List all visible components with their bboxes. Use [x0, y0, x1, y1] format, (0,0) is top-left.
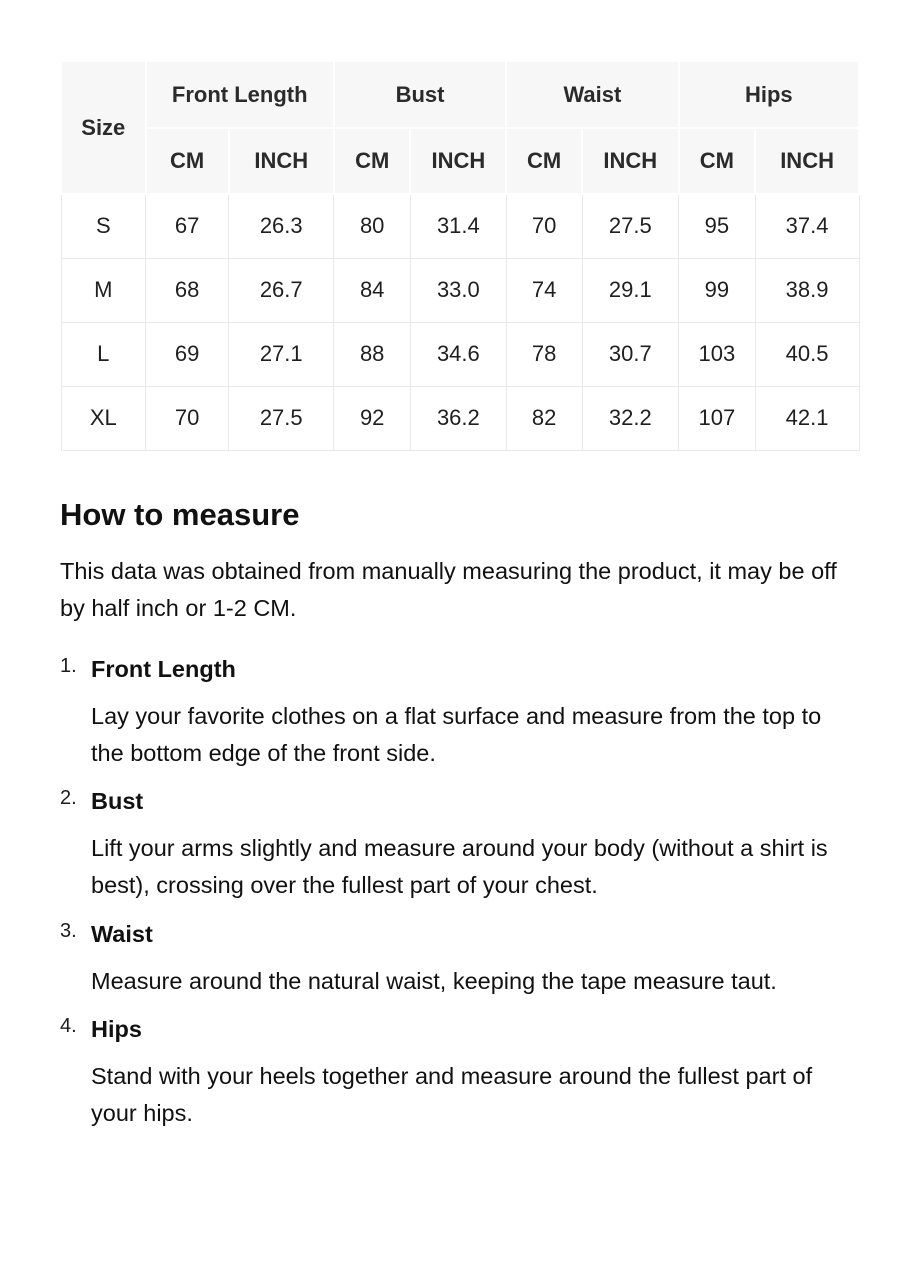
measurement-cell: 37.4 [755, 194, 859, 258]
measurement-cell: 31.4 [410, 194, 506, 258]
waist-group-header: Waist [506, 61, 678, 128]
step-title-bust: Bust [91, 788, 144, 815]
measurement-cell: 67 [146, 194, 229, 258]
measurement-cell: 80 [334, 194, 411, 258]
measurement-cell: 95 [679, 194, 756, 258]
measurement-cell: 27.1 [229, 322, 334, 386]
size-cell: L [61, 322, 146, 386]
hips-group-header: Hips [679, 61, 859, 128]
table-row [61, 194, 859, 258]
measurement-cell: 34.6 [410, 322, 506, 386]
measurement-cell: 26.3 [229, 194, 334, 258]
unit-header-inch: INCH [410, 128, 506, 194]
list-item [60, 1011, 860, 1132]
unit-header-cm: CM [679, 128, 756, 194]
size-column-header: Size [61, 61, 146, 194]
step-number: 1. [60, 654, 77, 677]
table-row [61, 258, 859, 322]
measurement-cell: 88 [334, 322, 411, 386]
measurement-cell: 70 [146, 386, 229, 450]
table-unit-header-row [61, 128, 859, 194]
step-description: Measure around the natural waist, keeping the tape measure taut. [91, 967, 777, 994]
table-row [61, 322, 859, 386]
measurement-cell: 99 [679, 258, 756, 322]
measurement-cell: 27.5 [582, 194, 679, 258]
bust-group-header: Bust [334, 61, 506, 128]
table-group-header-row [61, 61, 859, 128]
how-to-measure-heading: How to measure [60, 496, 300, 532]
measurement-cell: 103 [679, 322, 756, 386]
unit-header-inch: INCH [755, 128, 859, 194]
measurement-cell: 78 [506, 322, 582, 386]
step-title-waist: Waist [91, 920, 153, 947]
step-title-front-length: Front Length [91, 655, 236, 682]
measurement-cell: 82 [506, 386, 582, 450]
measurement-cell: 33.0 [410, 258, 506, 322]
unit-header-cm: CM [334, 128, 411, 194]
step-description: Stand with your heels together and measure around the fullest part of your hips. [91, 1062, 813, 1126]
measurement-cell: 70 [506, 194, 582, 258]
measurement-cell: 30.7 [582, 322, 679, 386]
step-number: 2. [60, 787, 77, 810]
step-number: 4. [60, 1014, 77, 1037]
list-item [60, 783, 860, 904]
step-description: Lift your arms slightly and measure around your body (without a shirt is best), crossing over the fullest part of your chest. [91, 835, 828, 899]
measurement-cell: 29.1 [582, 258, 679, 322]
size-cell: M [61, 258, 146, 322]
measurement-cell: 27.5 [229, 386, 334, 450]
list-item [60, 916, 860, 1000]
unit-header-inch: INCH [582, 128, 679, 194]
measurement-cell: 38.9 [755, 258, 859, 322]
table-row [61, 386, 859, 450]
unit-header-inch: INCH [229, 128, 334, 194]
step-description: Lay your favorite clothes on a flat surface and measure from the top to the bottom edge of the front side. [91, 702, 822, 766]
step-number: 3. [60, 919, 77, 942]
measurement-cell: 68 [146, 258, 229, 322]
measurement-cell: 26.7 [229, 258, 334, 322]
measure-disclaimer-text: This data was obtained from manually measuring the product, it may be off by half inch or 1-2 CM. [60, 557, 837, 621]
measurement-cell: 42.1 [755, 386, 859, 450]
measurement-cell: 74 [506, 258, 582, 322]
size-chart-table [60, 60, 860, 451]
size-cell: XL [61, 386, 146, 450]
measurement-cell: 84 [334, 258, 411, 322]
unit-header-cm: CM [506, 128, 582, 194]
list-item [60, 651, 860, 772]
measurement-cell: 32.2 [582, 386, 679, 450]
measurement-cell: 36.2 [410, 386, 506, 450]
measurement-cell: 40.5 [755, 322, 859, 386]
size-cell: S [61, 194, 146, 258]
front-length-group-header: Front Length [146, 61, 334, 128]
measurement-cell: 69 [146, 322, 229, 386]
measurement-cell: 92 [334, 386, 411, 450]
unit-header-cm: CM [146, 128, 229, 194]
measurement-cell: 107 [679, 386, 756, 450]
measure-steps-list [60, 651, 860, 1132]
step-title-hips: Hips [91, 1015, 142, 1042]
